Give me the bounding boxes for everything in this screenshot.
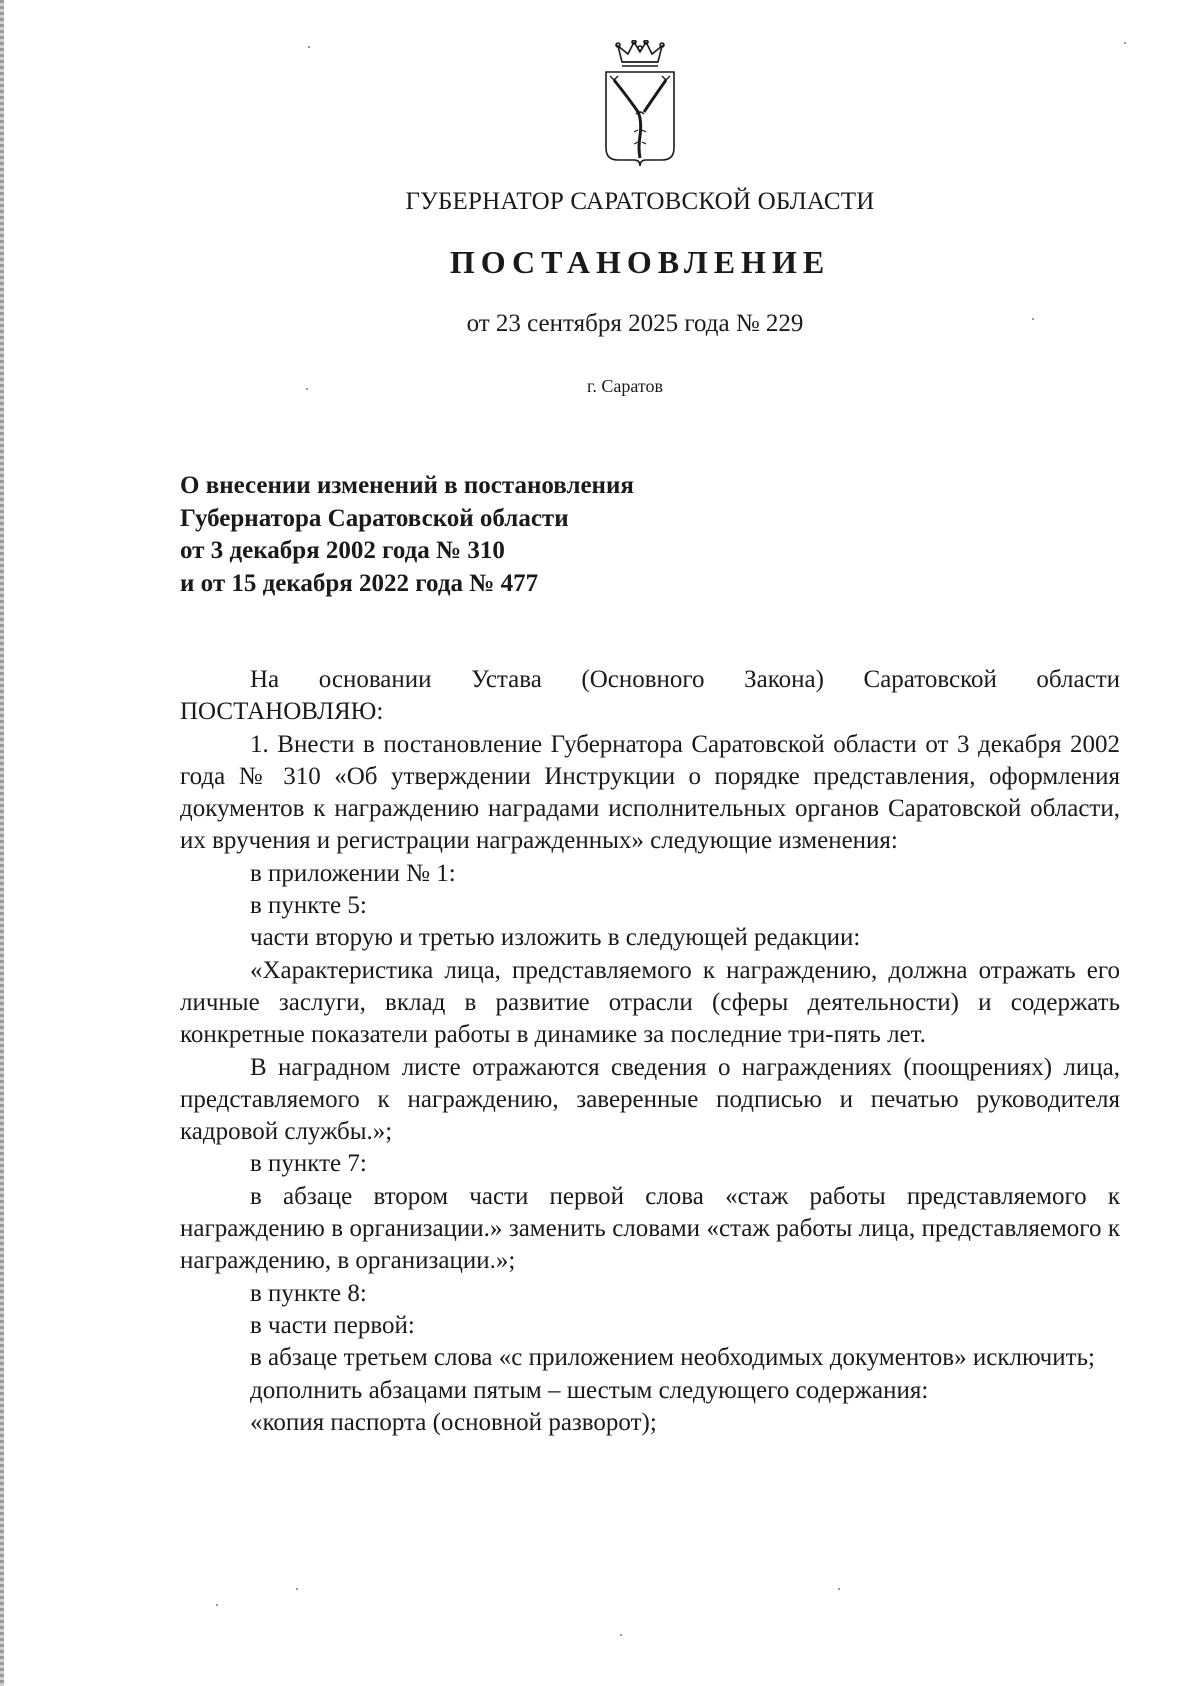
body-paragraph: в абзаце третьем слова «с приложением необходимых документов» исключить; — [250, 1344, 1095, 1372]
document-city: г. Саратов — [587, 376, 663, 396]
body-paragraph: в абзаце втором части первой слова «стаж работы представляемого к награждению в организации.» заменить словами «стаж работы лица, представляемого к награждению, в организации.»; — [180, 1182, 1120, 1275]
saratov-coat-of-arms-icon — [600, 40, 680, 168]
body-paragraph: «копия паспорта (основной разворот); — [250, 1408, 657, 1436]
issuer-title: ГУБЕРНАТОР САРАТОВСКОЙ ОБЛАСТИ — [405, 188, 875, 215]
scan-speck — [216, 1604, 218, 1606]
body-paragraph: «Характеристика лица, представляемого к награждению, должна отражать его личные заслуги, вклад в развитие отрасли (сферы деятельности) и содержать конкретные показатели работы в динамике за последние три-пять лет. — [180, 956, 1120, 1049]
body-paragraph: в пункте 8: — [250, 1279, 367, 1307]
subject-line: Губернатора Саратовской области — [180, 504, 569, 532]
document-date-number: от 23 сентября 2025 года № 229 — [466, 310, 804, 337]
scan-speck — [296, 1588, 298, 1590]
subject-line: от 3 декабря 2002 года № 310 — [180, 537, 505, 564]
body-paragraph: в части первой: — [250, 1311, 415, 1339]
body-paragraph: В наградном листе отражаются сведения о награждениях (поощрениях) лица, представляемого к награждению, заверенные подписью и печатью руководителя кадровой службы.»; — [180, 1053, 1120, 1146]
body-paragraph: дополнить абзацами пятым – шестым следующего содержания: — [250, 1376, 929, 1404]
document-subject — [180, 470, 900, 600]
scan-speck — [1032, 318, 1034, 320]
scan-speck — [1124, 42, 1126, 44]
document-type-heading: ПОСТАНОВЛЕНИЕ — [449, 244, 831, 280]
body-paragraph: в пункте 7: — [250, 1150, 367, 1178]
body-paragraph: части вторую и третью изложить в следующей редакции: — [250, 924, 861, 952]
subject-line: О внесении изменений в постановления — [180, 472, 634, 499]
scan-speck — [838, 1588, 840, 1590]
body-paragraph: 1. Внести в постановление Губернатора Саратовской области от 3 декабря 2002 года № 310 «Об утверждении Инструкции о порядке представления, оформления документов к награждению наградами исполнительных органов Саратовской области, их вручения и регистрации награжденных» следующие изменения: — [180, 730, 1120, 855]
body-paragraph: в приложении № 1: — [250, 859, 456, 887]
scan-speck — [306, 388, 308, 390]
scan-speck — [620, 1634, 622, 1636]
body-paragraph: На основании Устава (Основного Закона) Саратовской области ПОСТАНОВЛЯЮ: — [180, 666, 1120, 726]
scan-speck — [308, 46, 310, 48]
body-paragraph: в пункте 5: — [250, 892, 367, 920]
document-body — [180, 664, 1120, 1439]
subject-line: и от 15 декабря 2022 года № 477 — [180, 569, 539, 597]
